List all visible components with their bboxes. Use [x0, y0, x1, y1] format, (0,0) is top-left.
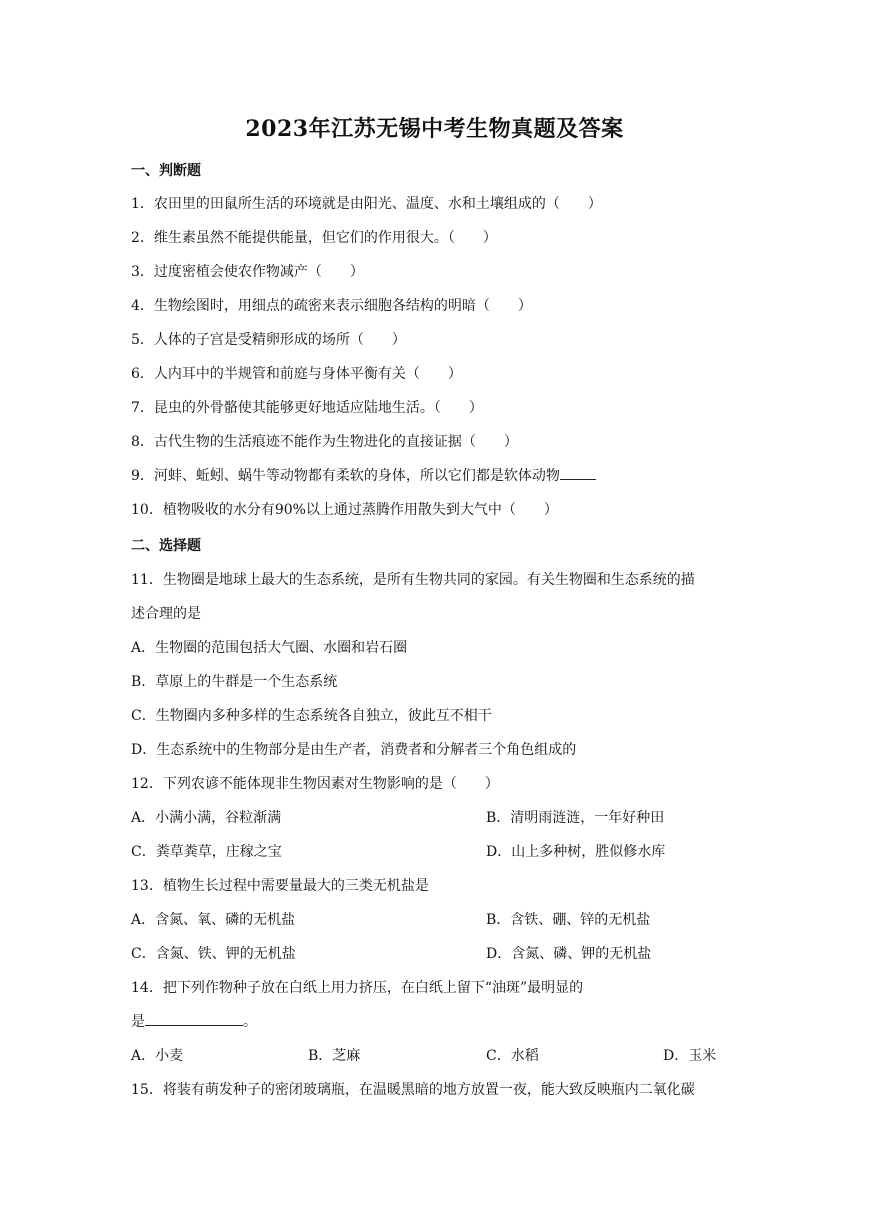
q13-stem: 13．植物生长过程中需要量最大的三类无机盐是 — [131, 878, 429, 894]
q13-option-c: C．含氮、铁、钾的无机盐 — [131, 946, 296, 962]
judge-item-1: 1．农田里的田鼠所生活的环境就是由阳光、温度、水和土壤组成的（ ） — [131, 196, 602, 212]
q11-option-d: D．生态系统中的生物部分是由生产者，消费者和分解者三个角色组成的 — [131, 742, 577, 758]
answer-blank — [145, 1025, 243, 1026]
q14-option-b: B．芝麻 — [308, 1048, 361, 1064]
q12-option-d: D．山上多种树，胜似修水库 — [486, 844, 666, 860]
q11-stem-line2: 述合理的是 — [131, 606, 201, 622]
judge-item-3: 3．过度密植会使农作物减产（ ） — [131, 264, 364, 280]
q14-stem-line2 — [131, 1011, 257, 1031]
section-heading-judge: 一、判断题 — [131, 163, 201, 179]
judge-item-7: 7．昆虫的外骨骼使其能够更好地适应陆地生活。（ ） — [131, 400, 483, 416]
q13-option-d: D．含氮、磷、钾的无机盐 — [486, 946, 652, 962]
judge-item-4: 4．生物绘图时，用细点的疏密来表示细胞各结构的明暗（ ） — [131, 298, 532, 314]
judge-item-9: 9．河蚌、蚯蚓、蜗牛等动物都有柔软的身体，所以它们都是软体动物 — [131, 468, 560, 484]
q14-stem-prefix: 是 — [131, 1014, 145, 1030]
q14-stem-line1: 14．把下列作物种子放在白纸上用力挤压，在白纸上留下“油斑”最明显的 — [131, 980, 584, 996]
judge-item-5: 5．人体的子宫是受精卵形成的场所（ ） — [131, 332, 406, 348]
q11-stem-line1: 11．生物圈是地球上最大的生态系统，是所有生物共同的家园。有关生物圈和生态系统的描 — [131, 572, 695, 588]
q14-option-d: D．玉米 — [663, 1048, 717, 1064]
q14-option-c: C．水稻 — [486, 1048, 539, 1064]
q14-option-a: A．小麦 — [131, 1048, 184, 1064]
document-title: 2023年江苏无锡中考生物真题及答案 — [245, 116, 624, 142]
q12-stem: 12．下列农谚不能体现非生物因素对生物影响的是（ ） — [131, 776, 499, 792]
judge-item-6: 6．人内耳中的半规管和前庭与身体平衡有关（ ） — [131, 366, 462, 382]
q13-option-a: A．含氮、氧、磷的无机盐 — [131, 912, 296, 928]
answer-blank — [560, 479, 596, 480]
q12-option-b: B．清明雨涟涟，一年好种田 — [486, 810, 665, 826]
q11-option-c: C．生物圈内多种多样的生态系统各自独立，彼此互不相干 — [131, 708, 492, 724]
judge-item-9-row — [131, 465, 596, 485]
q11-option-b: B．草原上的牛群是一个生态系统 — [131, 674, 338, 690]
q12-option-a: A．小满小满，谷粒渐满 — [131, 810, 282, 826]
q15-stem-line1: 15．将装有萌发种子的密闭玻璃瓶，在温暖黑暗的地方放置一夜，能大致反映瓶内二氧化碳 — [131, 1082, 695, 1098]
judge-item-8: 8．古代生物的生活痕迹不能作为生物进化的直接证据（ ） — [131, 434, 518, 450]
q14-stem-suffix: 。 — [243, 1014, 257, 1030]
q12-option-c: C．粪草粪草，庄稼之宝 — [131, 844, 282, 860]
q13-option-b: B．含铁、硼、锌的无机盐 — [486, 912, 651, 928]
q11-option-a: A．生物圈的范围包括大气圈、水圈和岩石圈 — [131, 640, 408, 656]
judge-item-10: 10．植物吸收的水分有90%以上通过蒸腾作用散失到大气中（ ） — [131, 502, 558, 518]
judge-item-2: 2．维生素虽然不能提供能量，但它们的作用很大。（ ） — [131, 230, 497, 246]
section-heading-choice: 二、选择题 — [131, 538, 201, 554]
